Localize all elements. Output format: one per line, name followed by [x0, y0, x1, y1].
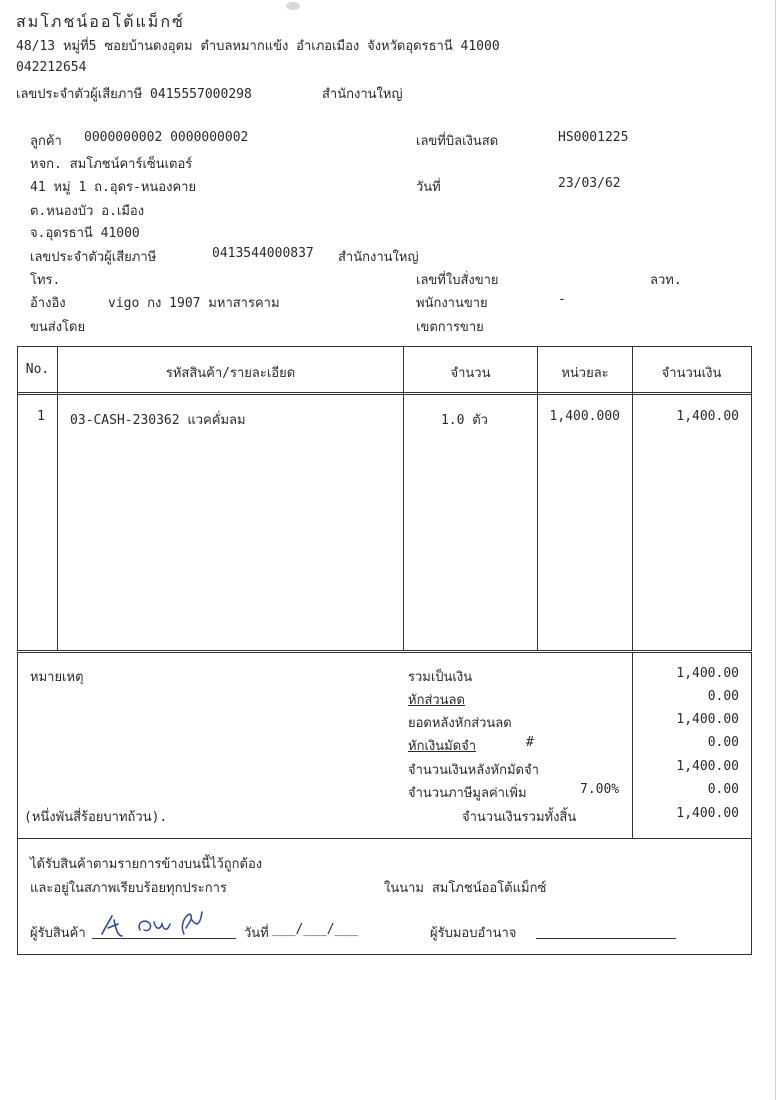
salesman-value: -: [558, 292, 566, 307]
salesman-label: พนักงานขาย: [416, 296, 488, 311]
date-label: วันที่: [416, 180, 441, 195]
sales-area-label: เขตการขาย: [416, 320, 484, 335]
bill-number-label: เลขที่บิลเงินสด: [416, 134, 499, 149]
after-deposit-label: จำนวนเงินหลังหักมัดจำ: [408, 763, 539, 778]
amount-in-words: (หนึ่งพันสี่ร้อยบาทถ้วน).: [24, 810, 168, 825]
discount-label: หักส่วนลด: [408, 693, 465, 708]
header-amount: จำนวนเงิน: [661, 366, 722, 381]
discount-value: 0.00: [707, 689, 739, 704]
deposit-value: 0.00: [707, 735, 739, 750]
grand-total-label: จำนวนเงินรวมทั้งสิ้น: [462, 810, 577, 825]
row-description: 03-CASH-230362 แวคคั่มลม: [70, 413, 246, 428]
header-no: No.: [25, 362, 50, 377]
col-divider-3: [537, 346, 538, 650]
subtotal-value: 1,400.00: [676, 666, 739, 681]
grand-total-value: 1,400.00: [676, 806, 739, 821]
after-discount-value: 1,400.00: [676, 712, 739, 727]
row-unit-price: 1,400.000: [549, 409, 620, 424]
authorized-signature-line: [536, 938, 676, 939]
reference-label: อ้างอิง: [30, 296, 66, 311]
company-address: 48/13 หมู่ที่5 ซอยบ้านดงอุดม ตำบลหมากแข้ง อำเภอเมือง จังหวัดอุดรธานี 41000: [16, 39, 500, 54]
on-behalf-of: ในนาม สมโภชน์ออโต้แม็กซ์: [384, 881, 547, 896]
customer-label: ลูกค้า: [30, 134, 62, 149]
authorized-label: ผู้รับมอบอำนาจ: [430, 926, 517, 941]
col-divider-1: [57, 346, 58, 650]
bill-date: 23/03/62: [558, 176, 621, 191]
after-discount-label: ยอดหลังหักส่วนลด: [408, 716, 512, 731]
header-description: รหัสสินค้า/รายละเอียด: [165, 366, 296, 381]
after-deposit-value: 1,400.00: [676, 759, 739, 774]
row-amount: 1,400.00: [676, 409, 739, 424]
received-statement-2: และอยู่ในสภาพเรียบร้อยทุกประการ: [30, 881, 227, 896]
bill-number: HS0001225: [558, 130, 629, 145]
row-quantity: 1.0 ตัว: [440, 413, 488, 428]
header-quantity: จำนวน: [450, 366, 491, 381]
sales-order-label: เลขที่ใบสั่งขาย: [416, 273, 499, 288]
remark-label: หมายเหตุ: [30, 670, 84, 685]
customer-name: หจก. สมโภชน์คาร์เซ็นเตอร์: [30, 157, 193, 172]
items-header-divider: [17, 392, 751, 393]
received-statement-1: ได้รับสินค้าตามรายการข้างบนนี้ไว้ถูกต้อง: [30, 857, 263, 872]
customer-tax-id: 0413544000837: [212, 246, 314, 261]
items-header-divider-2: [17, 394, 751, 395]
customer-address-3: จ.อุดรธานี 41000: [30, 226, 140, 241]
company-name: สมโภชน์ออโต้แม็กซ์: [16, 12, 185, 31]
reference-value: vigo กง 1907 มหาสารคาม: [108, 296, 280, 311]
shipping-label: ขนส่งโดย: [30, 320, 86, 335]
company-tax-id: เลขประจำตัวผู้เสียภาษี 0415557000298: [16, 87, 252, 102]
paper-stain: [286, 2, 300, 10]
receiver-label: ผู้รับสินค้า: [30, 926, 86, 941]
deposit-label: หักเงินมัดจำ: [408, 739, 477, 754]
deposit-hash: #: [526, 735, 534, 750]
handwritten-signature: [96, 906, 216, 942]
customer-tax-label: เลขประจำตัวผู้เสียภาษี: [30, 250, 157, 265]
customer-address-2: ต.หนองบัว อ.เมือง: [30, 204, 145, 219]
row-no: 1: [37, 409, 45, 424]
customer-codes: 0000000002 0000000002: [84, 130, 249, 145]
company-phone: 042212654: [16, 60, 87, 75]
vat-value: 0.00: [707, 782, 739, 797]
customer-address-1: 41 หมู่ 1 ถ.อุดร-หนองคาย: [30, 180, 197, 195]
vat-rate: 7.00%: [580, 782, 620, 797]
receive-date-label: วันที่: [244, 926, 269, 941]
col-divider-4: [632, 346, 633, 650]
col-divider-2: [403, 346, 404, 650]
subtotal-label: รวมเป็นเงิน: [408, 670, 473, 685]
vat-label: จำนวนภาษีมูลค่าเพิ่ม: [408, 786, 527, 801]
customer-tax-branch: สำนักงานใหญ่: [338, 250, 419, 265]
company-branch: สำนักงานใหญ่: [322, 87, 403, 102]
header-unit-price: หน่วยละ: [561, 366, 609, 381]
sales-order-suffix: ลวท.: [650, 273, 682, 288]
receive-date-blank: ___/___/___: [272, 922, 359, 937]
scan-edge: [775, 0, 776, 1100]
customer-phone-label: โทร.: [30, 273, 61, 288]
